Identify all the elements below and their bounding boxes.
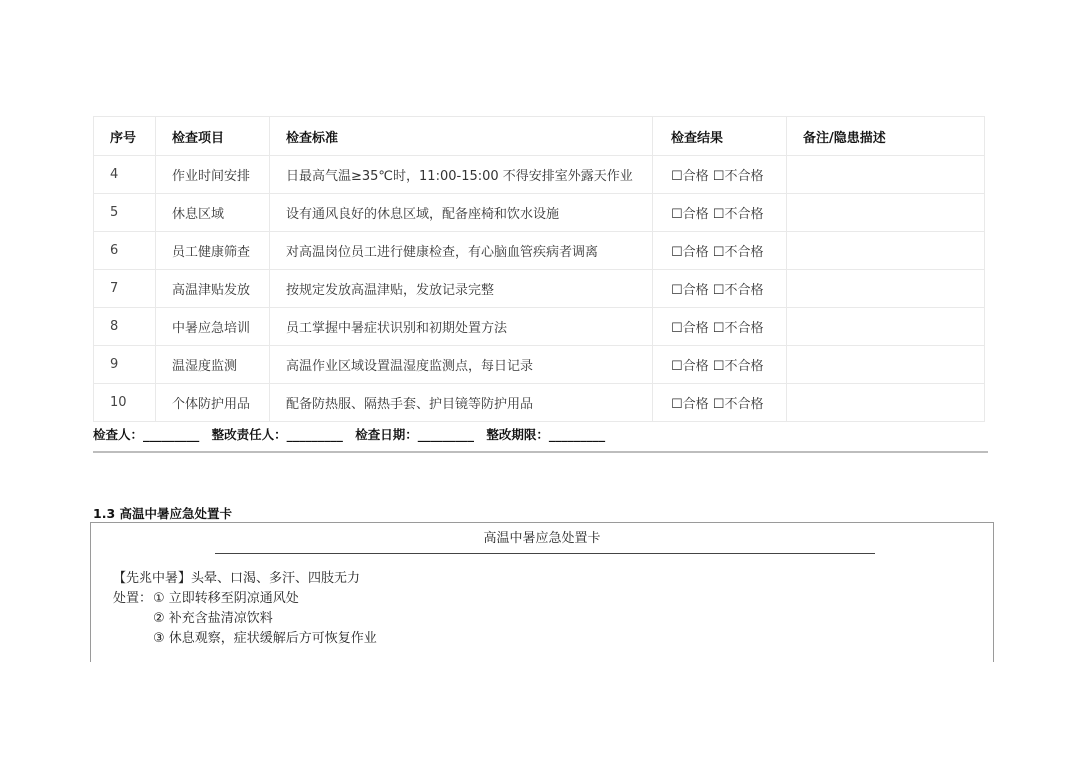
row-seq: 4 bbox=[94, 156, 156, 194]
table-row bbox=[94, 270, 985, 308]
row-standard: 员工掌握中暑症状识别和初期处置方法 bbox=[270, 308, 653, 346]
row-item: 作业时间安排 bbox=[156, 156, 270, 194]
row-seq: 5 bbox=[94, 194, 156, 232]
card-steps-label: 处置： bbox=[113, 591, 153, 606]
responsible-person-field[interactable]: 整改责任人：_________ bbox=[211, 427, 343, 442]
row-seq: 9 bbox=[94, 346, 156, 384]
row-standard: 配备防热服、隔热手套、护目镜等防护用品 bbox=[270, 384, 653, 422]
table-row bbox=[94, 156, 985, 194]
inspection-table bbox=[93, 116, 985, 422]
signature-line bbox=[93, 425, 613, 443]
row-standard: 按规定发放高温津贴，发放记录完整 bbox=[270, 270, 653, 308]
table-row bbox=[94, 308, 985, 346]
row-standard: 高温作业区域设置温湿度监测点，每日记录 bbox=[270, 346, 653, 384]
header-note: 备注/隐患描述 bbox=[787, 117, 985, 156]
card-title-underline bbox=[215, 553, 875, 554]
table-row bbox=[94, 194, 985, 232]
header-item: 检查项目 bbox=[156, 117, 270, 156]
card-symptom-line: 【先兆中暑】头晕、口渴、多汗、四肢无力 bbox=[113, 571, 361, 586]
row-note[interactable] bbox=[787, 384, 985, 422]
card-title: 高温中暑应急处置卡 bbox=[483, 531, 601, 546]
row-item: 员工健康筛查 bbox=[156, 232, 270, 270]
row-standard: 日最高气温≥35℃时，11:00-15:00 不得安排室外露天作业 bbox=[270, 156, 653, 194]
header-seq: 序号 bbox=[94, 117, 156, 156]
card-step-1: ① 立即转移至阴凉通风处 bbox=[153, 591, 299, 606]
row-result-checkboxes[interactable]: ☐合格 ☐不合格 bbox=[653, 270, 787, 308]
emergency-card bbox=[90, 522, 994, 662]
row-note[interactable] bbox=[787, 232, 985, 270]
row-item: 休息区域 bbox=[156, 194, 270, 232]
table-row bbox=[94, 232, 985, 270]
row-seq: 6 bbox=[94, 232, 156, 270]
row-standard: 设有通风良好的休息区域，配备座椅和饮水设施 bbox=[270, 194, 653, 232]
row-note[interactable] bbox=[787, 194, 985, 232]
row-result-checkboxes[interactable]: ☐合格 ☐不合格 bbox=[653, 308, 787, 346]
header-result: 检查结果 bbox=[653, 117, 787, 156]
inspection-date-field[interactable]: 检查日期：_________ bbox=[355, 427, 475, 442]
row-item: 个体防护用品 bbox=[156, 384, 270, 422]
row-note[interactable] bbox=[787, 346, 985, 384]
rectification-deadline-field[interactable]: 整改期限：_________ bbox=[486, 427, 606, 442]
row-result-checkboxes[interactable]: ☐合格 ☐不合格 bbox=[653, 156, 787, 194]
header-standard: 检查标准 bbox=[270, 117, 653, 156]
row-seq: 10 bbox=[94, 384, 156, 422]
table-header-row bbox=[94, 117, 985, 156]
card-step-3: ③ 休息观察，症状缓解后方可恢复作业 bbox=[153, 631, 377, 646]
table-row bbox=[94, 346, 985, 384]
inspector-field[interactable]: 检查人：_________ bbox=[93, 427, 200, 442]
row-result-checkboxes[interactable]: ☐合格 ☐不合格 bbox=[653, 346, 787, 384]
row-item: 高温津贴发放 bbox=[156, 270, 270, 308]
row-note[interactable] bbox=[787, 308, 985, 346]
table-row bbox=[94, 384, 985, 422]
row-standard: 对高温岗位员工进行健康检查，有心脑血管疾病者调离 bbox=[270, 232, 653, 270]
row-result-checkboxes[interactable]: ☐合格 ☐不合格 bbox=[653, 194, 787, 232]
row-result-checkboxes[interactable]: ☐合格 ☐不合格 bbox=[653, 232, 787, 270]
row-item: 中暑应急培训 bbox=[156, 308, 270, 346]
row-seq: 7 bbox=[94, 270, 156, 308]
row-seq: 8 bbox=[94, 308, 156, 346]
row-result-checkboxes[interactable]: ☐合格 ☐不合格 bbox=[653, 384, 787, 422]
section-heading: 1.3 高温中暑应急处置卡 bbox=[93, 506, 232, 521]
row-note[interactable] bbox=[787, 270, 985, 308]
row-note[interactable] bbox=[787, 156, 985, 194]
row-item: 温湿度监测 bbox=[156, 346, 270, 384]
section-divider bbox=[93, 451, 988, 453]
card-step-2: ② 补充含盐清凉饮料 bbox=[153, 611, 273, 626]
